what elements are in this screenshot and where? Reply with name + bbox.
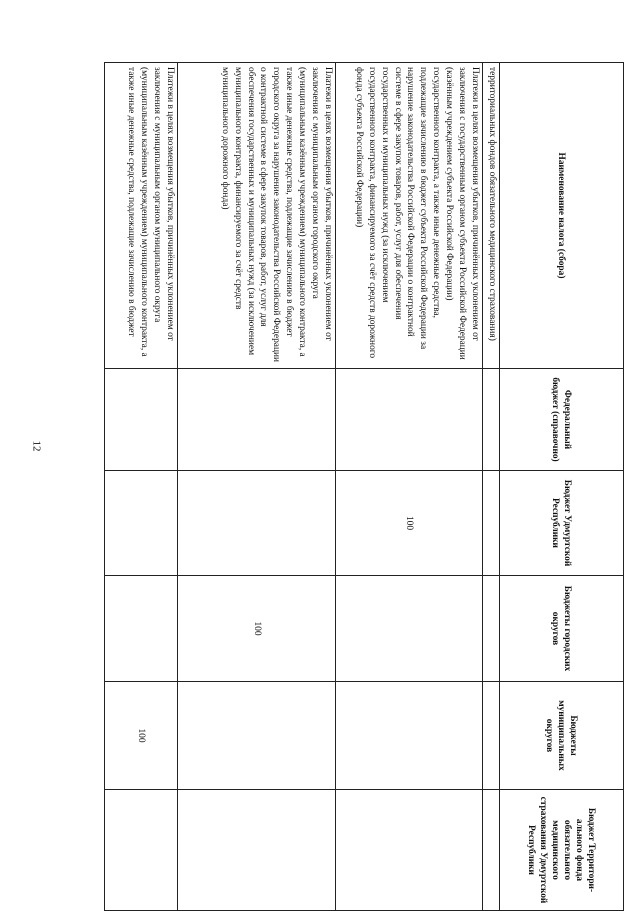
- federal-value-cell: [336, 369, 483, 471]
- republic-value-cell: 100: [336, 471, 483, 576]
- municipal-value-cell: [178, 682, 336, 790]
- tax-name-cell: Платежи в целях возмещения убытков, причинённых уклонением от заключения с муниципальным органом городского округа (муниципальным казённым учреждением) муниципального контракта, а также иные денежные средства, подлежащие зачислению в бюджет городского округа за нарушение законодательства Российской Федерации о контрактной системе в сфере закупок товаров, работ, услуг для обеспечения государственных и муниципальных нужд (за исключением муниципального контракта, финансируемого за счёт средств муниципального дорожного фонда): [178, 63, 336, 369]
- document-sheet: [104, 62, 624, 910]
- header-republic-budget: Бюджет Удмуртской Республики: [500, 471, 624, 576]
- republic-value-cell: [483, 471, 500, 576]
- table-header-row: [500, 63, 624, 911]
- header-municipal-budgets: Бюджеты муниципальных округов: [500, 682, 624, 790]
- city-value-cell: [336, 576, 483, 682]
- header-tax-name: Наименование налога (сбора): [500, 63, 624, 369]
- tax-name-cell: территориальных фондов обязательного медицинского страхования): [483, 63, 500, 369]
- federal-value-cell: [105, 369, 178, 471]
- page-number: 12: [30, 440, 43, 452]
- tax-distribution-table: [104, 62, 624, 911]
- tax-name-cell: Платежи в целях возмещения убытков, причинённых уклонением от заключения с государственным органом субъекта Российской Федерации (казённым учреждением субъекта Российской Федерации) государственного контракта, а также иные денежные средства, подлежащие зачислению в бюджет субъекта Российской Федерации за нарушение законодательства Российской Федерации о контрактной системе в сфере закупок товаров, работ, услуг для обеспечения государственных и муниципальных нужд (за исключением государственного контракта, финансируемого за счёт средств дорожного фонда субъекта Российской Федерации): [336, 63, 483, 369]
- header-medical-fund-budget: Бюджет Территори-ального фонда обязательного медицинского страхования Удмуртской Республики: [500, 790, 624, 911]
- header-city-budgets: Бюджеты городских округов: [500, 576, 624, 682]
- header-federal-budget: Федеральный бюджет (справочно): [500, 369, 624, 471]
- city-value-cell: [483, 576, 500, 682]
- city-value-cell: [105, 576, 178, 682]
- federal-value-cell: [483, 369, 500, 471]
- table-row: [483, 63, 500, 911]
- municipal-value-cell: [336, 682, 483, 790]
- federal-value-cell: [178, 369, 336, 471]
- fund-value-cell: [105, 790, 178, 911]
- city-value-cell: 100: [178, 576, 336, 682]
- fund-value-cell: [178, 790, 336, 911]
- fund-value-cell: [483, 790, 500, 911]
- table-row: [105, 63, 178, 911]
- table-row: [178, 63, 336, 911]
- municipal-value-cell: [483, 682, 500, 790]
- table-row: [336, 63, 483, 911]
- fund-value-cell: [336, 790, 483, 911]
- republic-value-cell: [105, 471, 178, 576]
- republic-value-cell: [178, 471, 336, 576]
- municipal-value-cell: 100: [105, 682, 178, 790]
- tax-name-cell: Платежи в целях возмещения убытков, причинённых уклонением от заключения с муниципальным органом муниципального округа (муниципальным казённым учреждением) муниципального контракта, а также иные денежные средства, подлежащие зачислению в бюджет: [105, 63, 178, 369]
